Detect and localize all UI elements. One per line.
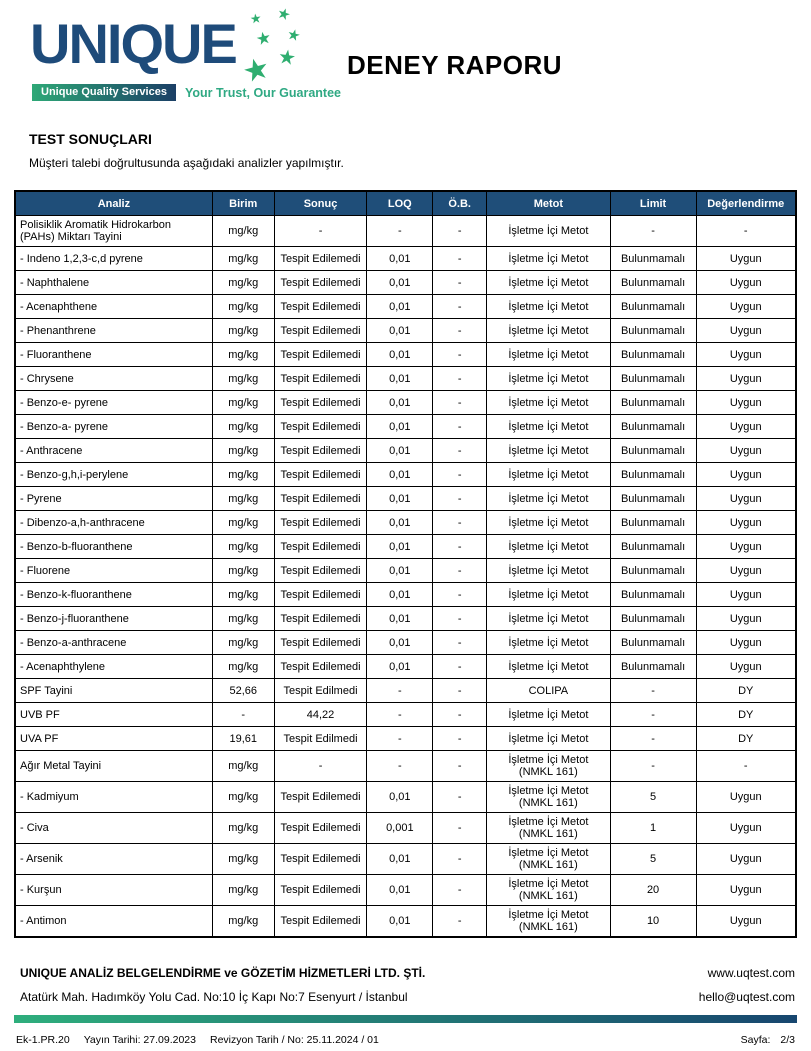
table-cell: mg/kg xyxy=(212,607,274,631)
table-cell: Bulunmamalı xyxy=(610,247,696,271)
table-cell: - xyxy=(433,679,487,703)
table-cell: - Fluoranthene xyxy=(15,343,212,367)
star-icon: ★ xyxy=(254,27,274,50)
table-cell: - Benzo-b-fluoranthene xyxy=(15,535,212,559)
table-cell: mg/kg xyxy=(212,906,274,938)
table-cell: Tespit Edilemedi xyxy=(274,391,367,415)
table-cell: - xyxy=(367,727,433,751)
footer-website: www.uqtest.com xyxy=(707,966,795,980)
table-cell: mg/kg xyxy=(212,391,274,415)
column-header: Değerlendirme xyxy=(696,191,796,216)
table-row xyxy=(15,727,796,751)
table-cell: - xyxy=(433,607,487,631)
page-value: 2/3 xyxy=(780,1034,795,1046)
table-cell: mg/kg xyxy=(212,295,274,319)
table-cell: Uygun xyxy=(696,583,796,607)
table-cell: mg/kg xyxy=(212,844,274,875)
table-cell: Tespit Edilemedi xyxy=(274,631,367,655)
table-cell: - xyxy=(610,727,696,751)
column-header: Sonuç xyxy=(274,191,367,216)
table-cell: - Phenanthrene xyxy=(15,319,212,343)
table-cell: - xyxy=(367,751,433,782)
table-row xyxy=(15,535,796,559)
table-cell: - Kurşun xyxy=(15,875,212,906)
table-cell: Tespit Edilemedi xyxy=(274,247,367,271)
table-cell: 0,01 xyxy=(367,844,433,875)
table-cell: Uygun xyxy=(696,247,796,271)
table-cell: mg/kg xyxy=(212,247,274,271)
table-cell: Uygun xyxy=(696,391,796,415)
table-cell: - xyxy=(433,247,487,271)
table-cell: İşletme İçi Metot xyxy=(487,319,611,343)
table-cell: 0,001 xyxy=(367,813,433,844)
table-cell: Uygun xyxy=(696,875,796,906)
table-cell: - xyxy=(610,679,696,703)
table-cell: Uygun xyxy=(696,319,796,343)
section-subtitle: Müşteri talebi doğrultusunda aşağıdaki analizler yapılmıştır. xyxy=(29,156,344,170)
tagline-box: Unique Quality Services xyxy=(32,84,176,101)
table-cell: 5 xyxy=(610,844,696,875)
unique-logo: UNIQUE xyxy=(30,12,236,75)
table-cell: - xyxy=(212,703,274,727)
column-header: Ö.B. xyxy=(433,191,487,216)
table-row xyxy=(15,295,796,319)
table-row xyxy=(15,391,796,415)
table-cell: Bulunmamalı xyxy=(610,583,696,607)
table-cell: Tespit Edilemedi xyxy=(274,511,367,535)
column-header: Metot xyxy=(487,191,611,216)
issue-date: Yayın Tarihi: 27.09.2023 xyxy=(83,1034,196,1046)
table-cell: mg/kg xyxy=(212,782,274,813)
table-cell: mg/kg xyxy=(212,415,274,439)
table-cell: Uygun xyxy=(696,535,796,559)
table-cell: İşletme İçi Metot xyxy=(487,439,611,463)
table-cell: - Fluorene xyxy=(15,559,212,583)
table-cell: 44,22 xyxy=(274,703,367,727)
table-cell: - xyxy=(433,216,487,247)
table-cell: 0,01 xyxy=(367,906,433,938)
table-row xyxy=(15,844,796,875)
table-cell: - xyxy=(433,271,487,295)
table-cell: 10 xyxy=(610,906,696,938)
table-row xyxy=(15,463,796,487)
table-row xyxy=(15,216,796,247)
table-cell: İşletme İçi Metot (NMKL 161) xyxy=(487,875,611,906)
table-cell: İşletme İçi Metot xyxy=(487,343,611,367)
table-cell: Uygun xyxy=(696,295,796,319)
table-cell: Tespit Edilemedi xyxy=(274,439,367,463)
table-cell: - xyxy=(433,631,487,655)
table-cell: Bulunmamalı xyxy=(610,535,696,559)
table-cell: - Dibenzo-a,h-anthracene xyxy=(15,511,212,535)
table-cell: - Antimon xyxy=(15,906,212,938)
table-cell: Tespit Edilmedi xyxy=(274,679,367,703)
table-cell: Bulunmamalı xyxy=(610,439,696,463)
table-cell: 0,01 xyxy=(367,439,433,463)
table-cell: İşletme İçi Metot xyxy=(487,295,611,319)
table-cell: Tespit Edilemedi xyxy=(274,535,367,559)
table-cell: - xyxy=(610,703,696,727)
table-cell: - xyxy=(433,367,487,391)
table-cell: 0,01 xyxy=(367,655,433,679)
table-cell: - Indeno 1,2,3-c,d pyrene xyxy=(15,247,212,271)
table-cell: 0,01 xyxy=(367,607,433,631)
table-row xyxy=(15,487,796,511)
table-cell: Tespit Edilemedi xyxy=(274,559,367,583)
table-cell: Uygun xyxy=(696,415,796,439)
table-cell: Bulunmamalı xyxy=(610,511,696,535)
table-cell: İşletme İçi Metot xyxy=(487,487,611,511)
table-cell: mg/kg xyxy=(212,631,274,655)
table-cell: 52,66 xyxy=(212,679,274,703)
table-cell: - xyxy=(274,751,367,782)
table-cell: 1 xyxy=(610,813,696,844)
table-cell: 0,01 xyxy=(367,631,433,655)
table-cell: Tespit Edilemedi xyxy=(274,487,367,511)
table-cell: - Acenaphthylene xyxy=(15,655,212,679)
table-row xyxy=(15,439,796,463)
table-cell: 0,01 xyxy=(367,487,433,511)
table-cell: - xyxy=(433,727,487,751)
table-cell: İşletme İçi Metot (NMKL 161) xyxy=(487,844,611,875)
table-row xyxy=(15,319,796,343)
table-cell: Uygun xyxy=(696,343,796,367)
table-cell: Uygun xyxy=(696,631,796,655)
table-cell: - Benzo-a-anthracene xyxy=(15,631,212,655)
table-cell: İşletme İçi Metot xyxy=(487,607,611,631)
table-cell: - xyxy=(367,216,433,247)
table-cell: İşletme İçi Metot xyxy=(487,655,611,679)
table-cell: Uygun xyxy=(696,463,796,487)
table-cell: Bulunmamalı xyxy=(610,631,696,655)
table-cell: Bulunmamalı xyxy=(610,487,696,511)
table-cell: - xyxy=(433,782,487,813)
table-row xyxy=(15,631,796,655)
table-cell: - xyxy=(274,216,367,247)
table-row xyxy=(15,679,796,703)
table-row xyxy=(15,247,796,271)
table-cell: mg/kg xyxy=(212,535,274,559)
table-cell: Uygun xyxy=(696,367,796,391)
table-cell: Uygun xyxy=(696,906,796,938)
table-cell: - xyxy=(433,487,487,511)
table-cell: İşletme İçi Metot xyxy=(487,367,611,391)
table-cell: 0,01 xyxy=(367,535,433,559)
table-cell: 0,01 xyxy=(367,367,433,391)
table-cell: Bulunmamalı xyxy=(610,319,696,343)
footer-company: UNIQUE ANALİZ BELGELENDİRME ve GÖZETİM HİZMETLERİ LTD. ŞTİ. xyxy=(20,966,426,980)
page-number xyxy=(741,1034,795,1046)
table-row xyxy=(15,343,796,367)
column-header: Birim xyxy=(212,191,274,216)
table-cell: İşletme İçi Metot xyxy=(487,583,611,607)
table-cell: Uygun xyxy=(696,439,796,463)
table-cell: Tespit Edilemedi xyxy=(274,415,367,439)
table-cell: Tespit Edilemedi xyxy=(274,782,367,813)
table-cell: - xyxy=(433,655,487,679)
tagline-text: Your Trust, Our Guarantee xyxy=(184,85,341,100)
footer-gradient-bar xyxy=(14,1015,797,1023)
table-cell: - Benzo-k-fluoranthene xyxy=(15,583,212,607)
table-cell: - xyxy=(433,813,487,844)
table-cell: 5 xyxy=(610,782,696,813)
table-cell: Bulunmamalı xyxy=(610,391,696,415)
table-cell: İşletme İçi Metot xyxy=(487,247,611,271)
table-cell: Tespit Edilemedi xyxy=(274,813,367,844)
table-cell: - Benzo-g,h,i-perylene xyxy=(15,463,212,487)
table-cell: - xyxy=(433,319,487,343)
table-cell: - xyxy=(610,216,696,247)
table-cell: - xyxy=(367,679,433,703)
table-cell: Tespit Edilemedi xyxy=(274,295,367,319)
table-cell: Tespit Edilemedi xyxy=(274,367,367,391)
table-cell: - xyxy=(433,511,487,535)
table-row xyxy=(15,813,796,844)
table-cell: mg/kg xyxy=(212,271,274,295)
table-cell: Tespit Edilemedi xyxy=(274,319,367,343)
star-icon: ★ xyxy=(274,4,293,25)
table-cell: - xyxy=(433,844,487,875)
table-cell: - xyxy=(433,751,487,782)
table-cell: - Benzo-e- pyrene xyxy=(15,391,212,415)
table-cell: 20 xyxy=(610,875,696,906)
section-title: TEST SONUÇLARI xyxy=(29,131,152,147)
table-cell: mg/kg xyxy=(212,511,274,535)
table-cell: DY xyxy=(696,727,796,751)
table-row xyxy=(15,875,796,906)
table-row xyxy=(15,782,796,813)
table-cell: - xyxy=(433,415,487,439)
table-row xyxy=(15,703,796,727)
table-cell: İşletme İçi Metot (NMKL 161) xyxy=(487,782,611,813)
table-cell: - xyxy=(367,703,433,727)
table-cell: Uygun xyxy=(696,487,796,511)
table-cell: Uygun xyxy=(696,844,796,875)
table-cell: - xyxy=(696,216,796,247)
table-row xyxy=(15,583,796,607)
table-cell: İşletme İçi Metot (NMKL 161) xyxy=(487,751,611,782)
table-cell: İşletme İçi Metot xyxy=(487,216,611,247)
table-cell: Bulunmamalı xyxy=(610,463,696,487)
table-cell: Tespit Edilmedi xyxy=(274,727,367,751)
table-cell: İşletme İçi Metot xyxy=(487,631,611,655)
column-header: LOQ xyxy=(367,191,433,216)
table-cell: Bulunmamalı xyxy=(610,367,696,391)
table-cell: 0,01 xyxy=(367,559,433,583)
table-cell: SPF Tayini xyxy=(15,679,212,703)
table-cell: İşletme İçi Metot xyxy=(487,535,611,559)
table-cell: Uygun xyxy=(696,813,796,844)
table-cell: mg/kg xyxy=(212,751,274,782)
table-cell: - xyxy=(433,906,487,938)
table-cell: - Anthracene xyxy=(15,439,212,463)
table-cell: 0,01 xyxy=(367,511,433,535)
table-cell: - xyxy=(433,583,487,607)
table-cell: mg/kg xyxy=(212,655,274,679)
table-cell: Ağır Metal Tayini xyxy=(15,751,212,782)
table-cell: - xyxy=(610,751,696,782)
table-cell: Tespit Edilemedi xyxy=(274,271,367,295)
table-cell: Bulunmamalı xyxy=(610,295,696,319)
doc-code: Ek-1.PR.20 xyxy=(16,1034,70,1046)
table-cell: mg/kg xyxy=(212,813,274,844)
table-cell: 0,01 xyxy=(367,782,433,813)
table-cell: - xyxy=(433,439,487,463)
table-row xyxy=(15,415,796,439)
table-cell: İşletme İçi Metot xyxy=(487,727,611,751)
table-cell: mg/kg xyxy=(212,559,274,583)
table-cell: 19,61 xyxy=(212,727,274,751)
table-cell: İşletme İçi Metot xyxy=(487,463,611,487)
table-cell: Bulunmamalı xyxy=(610,655,696,679)
table-cell: Tespit Edilemedi xyxy=(274,607,367,631)
table-cell: mg/kg xyxy=(212,463,274,487)
table-cell: İşletme İçi Metot (NMKL 161) xyxy=(487,813,611,844)
table-cell: - Pyrene xyxy=(15,487,212,511)
table-cell: Bulunmamalı xyxy=(610,607,696,631)
table-cell: Uygun xyxy=(696,655,796,679)
table-cell: mg/kg xyxy=(212,583,274,607)
star-icon: ★ xyxy=(249,10,263,27)
table-cell: - Kadmiyum xyxy=(15,782,212,813)
table-cell: mg/kg xyxy=(212,216,274,247)
table-row xyxy=(15,511,796,535)
table-cell: mg/kg xyxy=(212,343,274,367)
table-cell: İşletme İçi Metot xyxy=(487,511,611,535)
table-header-row xyxy=(15,191,796,216)
results-table xyxy=(14,190,797,938)
table-cell: mg/kg xyxy=(212,319,274,343)
table-cell: - xyxy=(433,703,487,727)
table-cell: - Civa xyxy=(15,813,212,844)
table-cell: - xyxy=(433,463,487,487)
logo-tagline xyxy=(32,84,341,101)
table-cell: İşletme İçi Metot xyxy=(487,415,611,439)
table-cell: DY xyxy=(696,703,796,727)
table-cell: İşletme İçi Metot xyxy=(487,559,611,583)
table-row xyxy=(15,271,796,295)
table-cell: 0,01 xyxy=(367,583,433,607)
table-cell: 0,01 xyxy=(367,343,433,367)
table-cell: UVA PF xyxy=(15,727,212,751)
table-cell: İşletme İçi Metot (NMKL 161) xyxy=(487,906,611,938)
table-cell: Tespit Edilemedi xyxy=(274,655,367,679)
table-cell: 0,01 xyxy=(367,463,433,487)
page-label: Sayfa: xyxy=(740,1034,771,1046)
table-cell: - Arsenik xyxy=(15,844,212,875)
table-cell: Bulunmamalı xyxy=(610,343,696,367)
table-cell: - Naphthalene xyxy=(15,271,212,295)
table-cell: 0,01 xyxy=(367,295,433,319)
table-cell: mg/kg xyxy=(212,439,274,463)
table-cell: mg/kg xyxy=(212,487,274,511)
page-title: DENEY RAPORU xyxy=(347,50,563,80)
footer-email: hello@uqtest.com xyxy=(698,990,795,1004)
table-cell: İşletme İçi Metot xyxy=(487,271,611,295)
revision-info: Revizyon Tarih / No: 25.11.2024 / 01 xyxy=(209,1034,379,1046)
table-cell: DY xyxy=(696,679,796,703)
table-cell: - xyxy=(433,559,487,583)
table-cell: 0,01 xyxy=(367,875,433,906)
table-cell: mg/kg xyxy=(212,875,274,906)
table-cell: 0,01 xyxy=(367,319,433,343)
table-cell: 0,01 xyxy=(367,415,433,439)
table-cell: - xyxy=(433,391,487,415)
table-cell: Polisiklik Aromatik Hidrokarbon (PAHs) Miktarı Tayini xyxy=(15,216,212,247)
table-cell: mg/kg xyxy=(212,367,274,391)
table-cell: - xyxy=(433,295,487,319)
table-cell: Bulunmamalı xyxy=(610,415,696,439)
table-cell: Uygun xyxy=(696,559,796,583)
table-cell: 0,01 xyxy=(367,247,433,271)
column-header: Limit xyxy=(610,191,696,216)
table-cell: - xyxy=(433,875,487,906)
table-cell: 0,01 xyxy=(367,271,433,295)
table-cell: İşletme İçi Metot xyxy=(487,703,611,727)
table-cell: - xyxy=(433,343,487,367)
table-cell: 0,01 xyxy=(367,391,433,415)
table-cell: UVB PF xyxy=(15,703,212,727)
table-cell: - Benzo-a- pyrene xyxy=(15,415,212,439)
table-cell: Tespit Edilemedi xyxy=(274,583,367,607)
table-cell: - Acenaphthene xyxy=(15,295,212,319)
star-icon: ★ xyxy=(239,51,274,90)
table-cell: Bulunmamalı xyxy=(610,271,696,295)
table-cell: Tespit Edilemedi xyxy=(274,875,367,906)
table-row xyxy=(15,607,796,631)
table-cell: Tespit Edilemedi xyxy=(274,844,367,875)
table-row xyxy=(15,559,796,583)
table-cell: - xyxy=(696,751,796,782)
table-row xyxy=(15,655,796,679)
star-icon: ★ xyxy=(285,25,303,46)
table-cell: Uygun xyxy=(696,511,796,535)
table-cell: Tespit Edilemedi xyxy=(274,343,367,367)
table-cell: - xyxy=(433,535,487,559)
column-header: Analiz xyxy=(15,191,212,216)
table-row xyxy=(15,906,796,938)
table-cell: - Benzo-j-fluoranthene xyxy=(15,607,212,631)
table-cell: Uygun xyxy=(696,271,796,295)
table-row xyxy=(15,367,796,391)
star-icon: ★ xyxy=(276,45,298,71)
table-cell: COLIPA xyxy=(487,679,611,703)
footer-doc-info xyxy=(16,1034,393,1046)
table-cell: Uygun xyxy=(696,607,796,631)
table-cell: Uygun xyxy=(696,782,796,813)
table-cell: Tespit Edilemedi xyxy=(274,906,367,938)
table-cell: İşletme İçi Metot xyxy=(487,391,611,415)
footer-address: Atatürk Mah. Hadımköy Yolu Cad. No:10 İç Kapı No:7 Esenyurt / İstanbul xyxy=(20,990,408,1004)
table-cell: Tespit Edilemedi xyxy=(274,463,367,487)
table-cell: Bulunmamalı xyxy=(610,559,696,583)
table-row xyxy=(15,751,796,782)
table-cell: - Chrysene xyxy=(15,367,212,391)
